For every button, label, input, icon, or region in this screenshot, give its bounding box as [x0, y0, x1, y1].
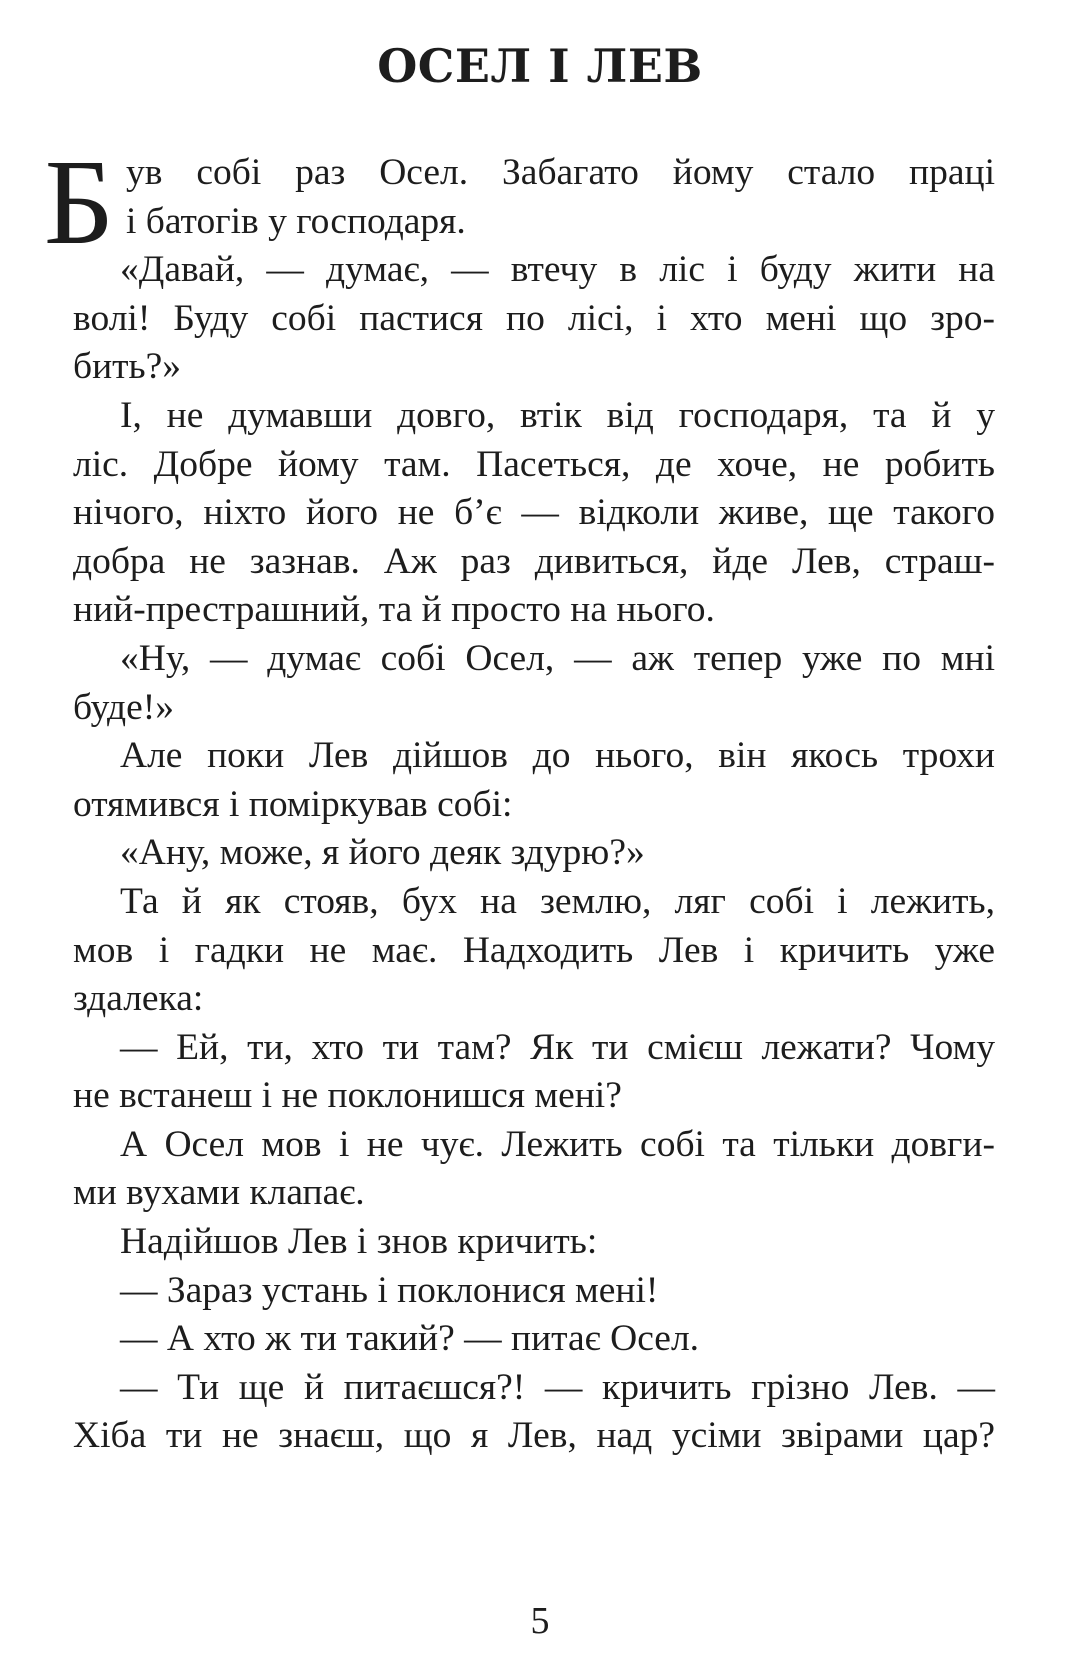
text-line: ліс. Добре йому там. Пасеться, де хоче, не робить: [73, 443, 995, 485]
text-line: здалека:: [73, 978, 204, 1020]
text-line: добра не зазнав. Аж раз дивиться, йде Лев, страш-: [73, 540, 995, 582]
story-text: [73, 149, 995, 1461]
text-line: не встанеш і не поклонишся мені?: [73, 1075, 622, 1117]
text-line: і батогів у господаря.: [126, 200, 466, 242]
text-line: — А хто ж ти такий? — питає Осел.: [120, 1318, 700, 1360]
text-line: волі! Буду собі пастися по лісі, і хто мені що зро-: [73, 297, 995, 339]
text-line: — Ти ще й питаєшся?! — кричить грізно Лев. —: [120, 1366, 995, 1408]
text-line: ми вухами клапає.: [73, 1172, 365, 1214]
text-line: — Зараз устань і поклонися мені!: [120, 1269, 659, 1311]
text-line: Але поки Лев дійшов до нього, він якось трохи: [120, 735, 995, 777]
text-line: І, не думавши довго, втік від господаря, та й у: [120, 394, 995, 436]
text-line: Хіба ти не знаєш, що я Лев, над усіми звірами цар?: [73, 1415, 995, 1457]
drop-cap: Б: [44, 135, 115, 270]
text-line: буде!»: [73, 686, 175, 728]
text-line: «Ану, може, я його деяк здурю?»: [120, 832, 645, 874]
text-line: нічого, ніхто його не б’є — відколи живе, ще такого: [73, 492, 995, 534]
story-title: ОСЕЛ І ЛЕВ: [377, 39, 703, 93]
page-number: 5: [530, 1600, 550, 1642]
text-line: «Ну, — думає собі Осел, — аж тепер уже по мні: [120, 637, 995, 679]
text-line: «Давай, — думає, — втечу в ліс і буду жити на: [120, 249, 995, 291]
text-line: Та й як стояв, бух на землю, ляг собі і лежить,: [120, 880, 995, 922]
text-line: ний-престрашний, та й просто на нього.: [73, 589, 715, 631]
text-line: бить?»: [73, 346, 182, 388]
text-line: ув собі раз Осел. Забагато йому стало праці: [126, 152, 995, 193]
text-line: отямився і поміркував собі:: [73, 783, 513, 825]
text-line: А Осел мов і не чує. Лежить собі та тільки довги-: [120, 1123, 995, 1165]
text-line: Надійшов Лев і знов кричить:: [120, 1221, 598, 1263]
text-line: — Ей, ти, хто ти там? Як ти смієш лежати? Чому: [120, 1026, 995, 1068]
text-line: мов і гадки не має. Надходить Лев і кричить уже: [73, 929, 995, 971]
